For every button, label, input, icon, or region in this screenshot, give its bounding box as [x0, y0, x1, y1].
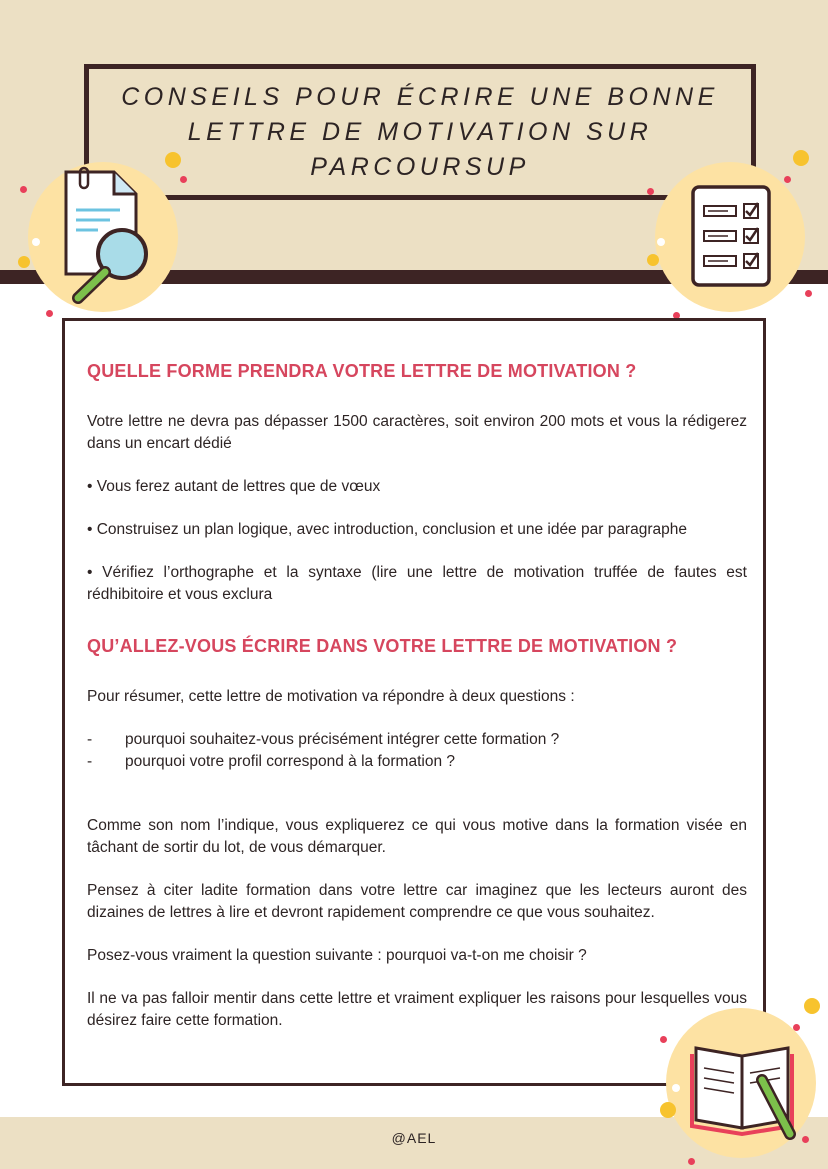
checklist-icon [690, 184, 772, 288]
decor-dot [18, 256, 30, 268]
decor-dot [660, 1036, 667, 1043]
decor-dot [20, 186, 27, 193]
list-item [87, 751, 747, 773]
paragraph: Comme son nom l’indique, vous expliquerez ce qui vous motive dans la formation visée en tâchant de sortir du lot, de vous démarquer. [87, 817, 747, 856]
decor-dot [46, 310, 53, 317]
list-item [87, 729, 747, 751]
content-box [62, 318, 766, 1086]
decor-dot [647, 188, 654, 195]
bullet-item: • Vérifiez l’orthographe et la syntaxe (lire une lettre de motivation truffée de fautes est rédhibitoire et vous exclura [87, 564, 747, 603]
decor-dot [660, 1102, 676, 1118]
decor-dot [32, 238, 40, 246]
decor-dot [657, 238, 665, 246]
dash-marker: - [87, 753, 93, 770]
document-magnifier-icon [50, 166, 160, 306]
section-heading-form: QUELLE FORME PRENDRA VOTRE LETTRE DE MOTIVATION ? [87, 361, 637, 381]
content-body [87, 359, 747, 1032]
section-heading-content: QU’ALLEZ-VOUS ÉCRIRE DANS VOTRE LETTRE DE MOTIVATION ? [87, 636, 678, 656]
open-book-pencil-icon [690, 1034, 800, 1144]
dash-marker: - [87, 731, 93, 748]
decor-dot [647, 254, 659, 266]
footer-credit: @AEL [391, 1130, 437, 1146]
paragraph: Pensez à citer ladite formation dans votre lettre car imaginez que les lecteurs auront des dizaines de lettres à lire et devront rapidement comprendre ce que vous souhaitez. [87, 882, 747, 921]
decor-dot [672, 1084, 680, 1092]
page-title: CONSEILS POUR ÉCRIRE UNE BONNE LETTRE DE MOTIVATION SUR PARCOURSUP [121, 82, 719, 181]
decor-dot [165, 152, 181, 168]
decor-dot [180, 176, 187, 183]
decor-dot [784, 176, 791, 183]
paragraph-length: Votre lettre ne devra pas dépasser 1500 caractères, soit environ 200 mots et vous la rédigerez dans un encart dédié [87, 413, 747, 452]
decor-dot [793, 150, 809, 166]
paragraph: Posez-vous vraiment la question suivante : pourquoi va-t-on me choisir ? [87, 947, 587, 964]
question-text: pourquoi souhaitez-vous précisément intégrer cette formation ? [125, 731, 560, 748]
decor-dot [805, 290, 812, 297]
bullet-item: • Vous ferez autant de lettres que de vœux [87, 478, 381, 495]
decor-dot [793, 1024, 800, 1031]
decor-dot [804, 998, 820, 1014]
paragraph: Il ne va pas falloir mentir dans cette lettre et vraiment expliquer les raisons pour lesquelles vous désirez faire cette formation. [87, 990, 747, 1029]
question-text: pourquoi votre profil correspond à la formation ? [125, 753, 455, 770]
paragraph-summary: Pour résumer, cette lettre de motivation va répondre à deux questions : [87, 688, 575, 705]
decor-dot [688, 1158, 695, 1165]
bullet-item: • Construisez un plan logique, avec introduction, conclusion et une idée par paragraphe [87, 521, 687, 538]
